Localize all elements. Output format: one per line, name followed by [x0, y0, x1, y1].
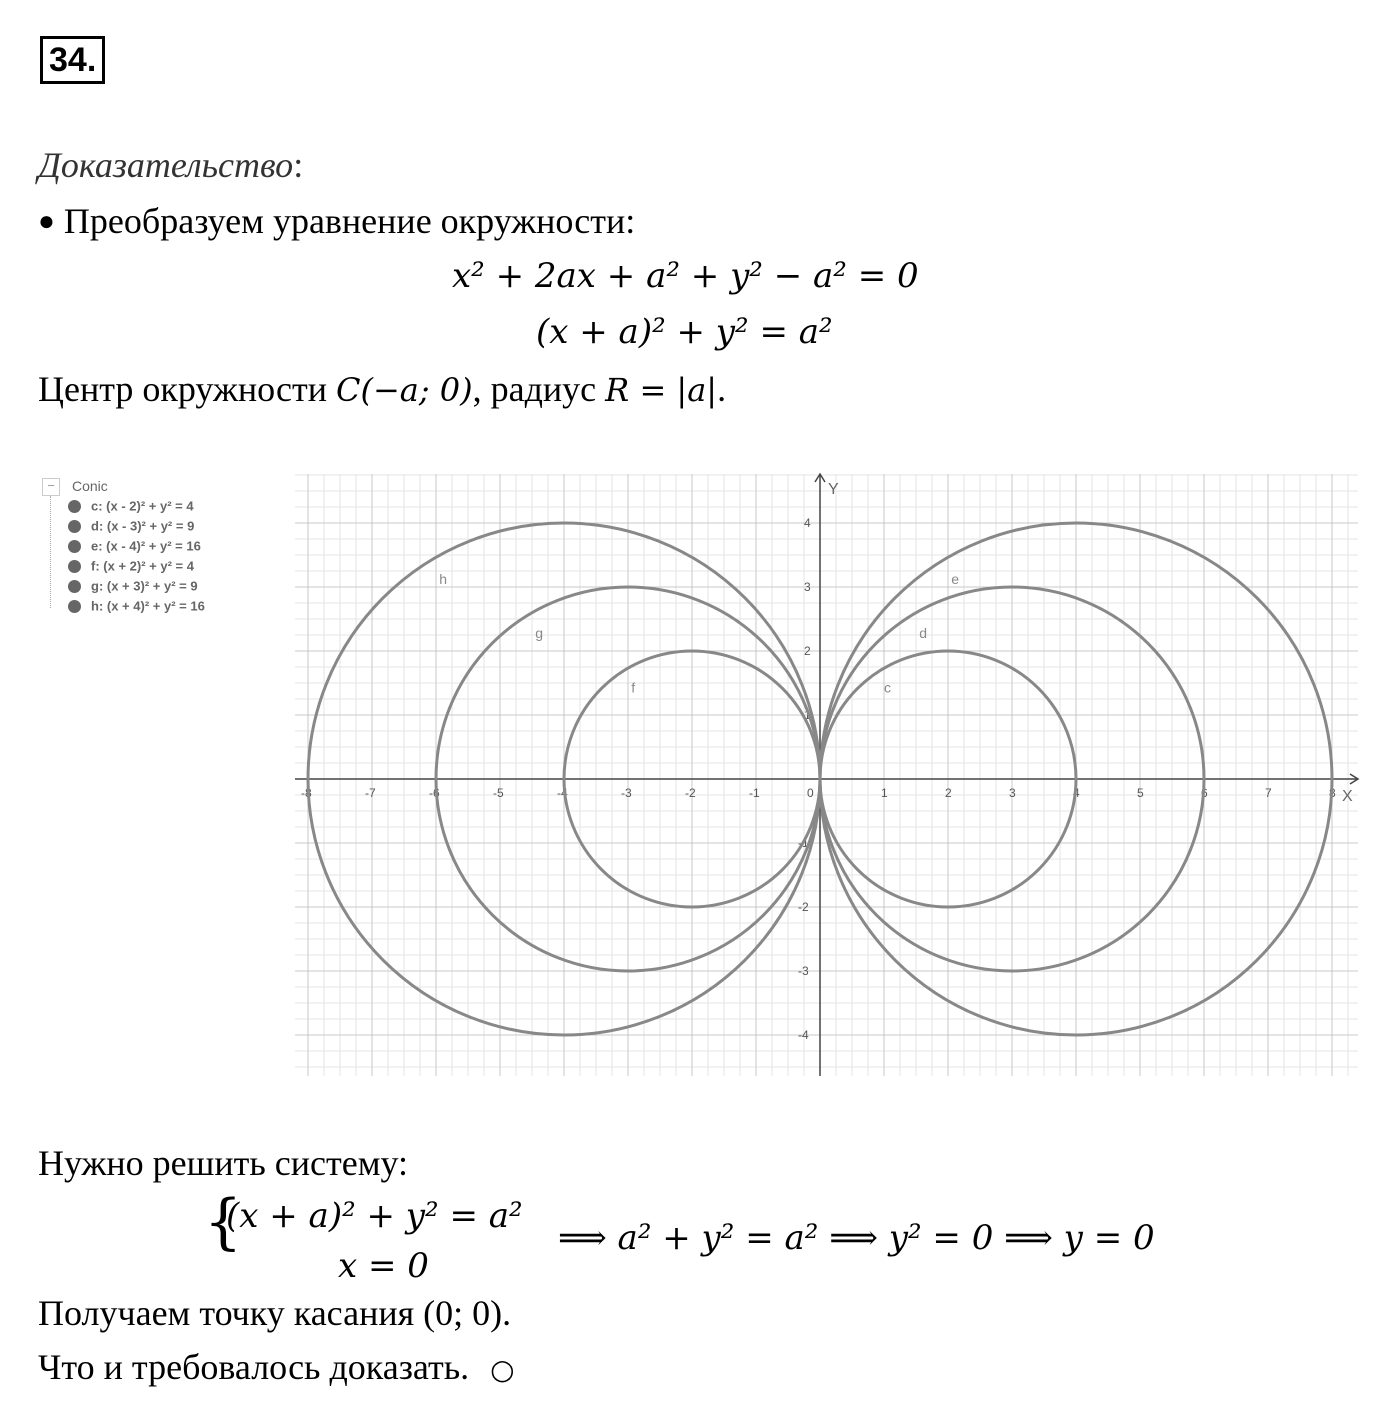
system-line-1: (x + a)² + y² = a² [226, 1196, 523, 1236]
y-tick-label: 2 [804, 644, 811, 658]
legend-item-g[interactable]: g: (x + 3)² + y² = 9 [68, 576, 198, 596]
grid-minor [295, 474, 1358, 1076]
collapse-toggle[interactable]: − [42, 478, 60, 496]
equation-2: (x + a)² + y² = a² [536, 312, 833, 352]
y-axis-label: Y [828, 481, 839, 498]
qed-line [38, 1348, 515, 1388]
system-result: ⟹ a² + y² = a² ⟹ y² = 0 ⟹ y = 0 [558, 1218, 1155, 1258]
system-intro: Нужно решить систему: [38, 1143, 409, 1183]
y-tick-label: -2 [798, 900, 809, 914]
x-tick-label: -2 [685, 786, 696, 800]
x-tick-label: 3 [1009, 786, 1016, 800]
radius-label: , радиус [472, 369, 606, 409]
center-value: C(−a; 0) [335, 371, 473, 409]
x-tick-label: 5 [1137, 786, 1144, 800]
circle-labels [439, 571, 959, 696]
circle-label-f: f [631, 679, 636, 696]
x-tick-label: -1 [749, 786, 760, 800]
step1-text: Преобразуем уравнение окружности: [63, 201, 636, 241]
x-tick-label: -8 [301, 786, 312, 800]
y-tick-label: -3 [798, 964, 809, 978]
radius-end: . [717, 369, 727, 409]
circle-label-d: d [919, 625, 927, 642]
circle-label-c: c [884, 679, 891, 696]
y-tick-label: 1 [804, 708, 811, 722]
y-tick-label: -1 [798, 836, 809, 850]
equation-1: x² + 2ax + a² + y² − a² = 0 [452, 256, 919, 296]
x-tick-label: -3 [621, 786, 632, 800]
x-tick-label: 8 [1329, 786, 1336, 800]
bullet-icon: ● [38, 206, 55, 237]
grid-major [295, 474, 1358, 1076]
center-label: Центр окружности [38, 369, 336, 409]
x-tick-label: 6 [1201, 786, 1208, 800]
tangent-point-text: Получаем точку касания (0; 0). [38, 1293, 512, 1333]
x-axis-label: X [1342, 788, 1353, 805]
problem-number: 34. [40, 36, 105, 84]
x-tick-label: -4 [557, 786, 568, 800]
x-tick-label: -7 [365, 786, 376, 800]
y-tick-label: 3 [804, 580, 811, 594]
legend-item-e[interactable]: e: (x - 4)² + y² = 16 [68, 536, 201, 556]
x-tick-label: -5 [493, 786, 504, 800]
circle-label-h: h [439, 570, 447, 587]
circle-label-g: g [535, 625, 543, 642]
legend-item-d[interactable]: d: (x - 3)² + y² = 9 [68, 516, 194, 536]
x-tick-label: 1 [881, 786, 888, 800]
legend-item-h[interactable]: h: (x + 4)² + y² = 16 [68, 596, 205, 616]
x-tick-label: 4 [1073, 786, 1080, 800]
proof-heading-text: Доказательство [38, 145, 294, 185]
qed-text: Что и требовалось доказать. [38, 1347, 470, 1387]
legend-header: Conic [72, 478, 108, 494]
x-tick-label: 2 [945, 786, 952, 800]
qed-circle-icon: ○ [490, 1353, 515, 1386]
system-brace: { [204, 1187, 243, 1257]
circle-label-e: e [951, 570, 959, 587]
system-line-2: x = 0 [338, 1246, 429, 1286]
radius-value: R = |a| [605, 371, 718, 409]
axes [295, 474, 1358, 1076]
x-tick-label: -6 [429, 786, 440, 800]
legend-item-f[interactable]: f: (x + 2)² + y² = 4 [68, 556, 194, 576]
proof-heading-colon: : [293, 145, 304, 185]
y-tick-label: 4 [804, 516, 811, 530]
legend-item-c[interactable]: c: (x - 2)² + y² = 4 [68, 496, 194, 516]
x-tick-label: 7 [1265, 786, 1272, 800]
x-tick-label: 0 [807, 786, 814, 800]
y-tick-label: -4 [798, 1028, 809, 1042]
